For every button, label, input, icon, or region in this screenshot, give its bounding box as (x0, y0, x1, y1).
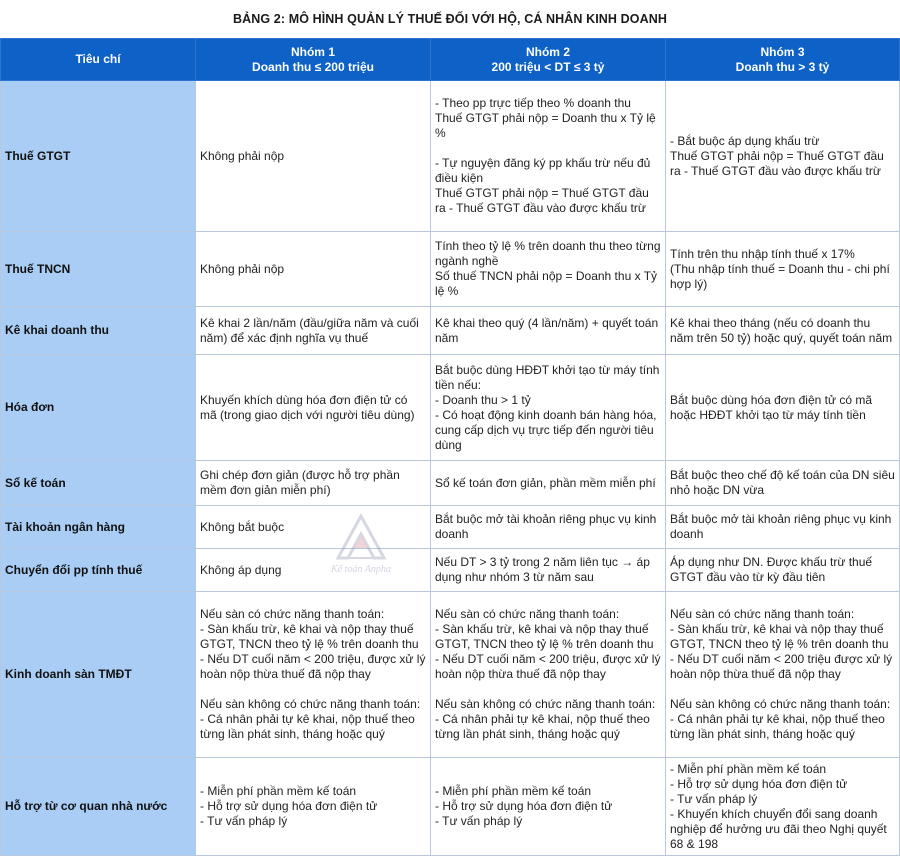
table-row (1, 506, 900, 549)
criterion-cell: Thuế GTGT (1, 81, 196, 232)
group-2-cell: Nếu sàn có chức năng thanh toán: - Sàn khấu trừ, kê khai và nộp thay thuế GTGT, TNCN theo tỷ lệ % trên doanh thu - Nếu DT cuối năm < 200 triệu, được xử lý hoàn nộp thừa thuế đã nộp thay Nếu sàn không có chức năng thanh toán: - Cá nhân phải tự kê khai, nộp thuế theo từng lần phát sinh, tháng hoặc quý (431, 592, 666, 758)
group-1-cell: Khuyến khích dùng hóa đơn điện tử có mã (trong giao dịch với người tiêu dùng) (196, 355, 431, 461)
header-sublabel: Doanh thu > 3 tỷ (735, 59, 830, 74)
header-label: Nhóm 3 (760, 44, 805, 59)
group-1-cell: Không áp dụng (196, 549, 431, 592)
group-1-cell: Không phải nộp (196, 81, 431, 232)
tax-model-table (0, 38, 900, 856)
group-3-cell: Áp dụng như DN. Được khấu trừ thuế GTGT đầu vào từ kỳ đầu tiên (666, 549, 900, 592)
group-3-cell: Bắt buộc mở tài khoản riêng phục vụ kinh doanh (666, 506, 900, 549)
group-2-cell: - Miễn phí phần mềm kế toán - Hỗ trợ sử dụng hóa đơn điện tử - Tư vấn pháp lý (431, 758, 666, 856)
group-2-cell: - Theo pp trực tiếp theo % doanh thu Thuế GTGT phải nộp = Doanh thu x Tỷ lệ % - Tự nguyện đăng ký pp khấu trừ nếu đủ điều kiện Thuế GTGT phải nộp = Thuế GTGT đầu ra - Thuế GTGT đầu vào được khấu trừ (431, 81, 666, 232)
table-row (1, 232, 900, 307)
header-row (1, 39, 900, 81)
page-title: BẢNG 2: MÔ HÌNH QUẢN LÝ THUẾ ĐỐI VỚI HỘ, CÁ NHÂN KINH DOANH (233, 12, 667, 26)
group-3-cell: - Bắt buộc áp dụng khấu trừ Thuế GTGT phải nộp = Thuế GTGT đầu ra - Thuế GTGT đầu vào được khấu trừ (666, 81, 900, 232)
group-2-cell: Nếu DT > 3 tỷ trong 2 năm liên tục → áp dụng như nhóm 3 từ năm sau (431, 549, 666, 592)
group-1-cell: Kê khai 2 lần/năm (đầu/giữa năm và cuối năm) để xác định nghĩa vụ thuế (196, 307, 431, 355)
group-2-cell: Bắt buộc mở tài khoản riêng phục vụ kinh doanh (431, 506, 666, 549)
header-label: Tiêu chí (75, 52, 121, 66)
group-1-cell: - Miễn phí phần mềm kế toán - Hỗ trợ sử dụng hóa đơn điện tử - Tư vấn pháp lý (196, 758, 431, 856)
group-3-cell: Nếu sàn có chức năng thanh toán: - Sàn khấu trừ, kê khai và nộp thay thuế GTGT, TNCN theo tỷ lệ % trên doanh thu - Nếu DT cuối năm < 200 triệu được xử lý hoàn nộp thừa thuế đã nộp thay Nếu sàn không có chức năng thanh toán: - Cá nhân phải tự kê khai, nộp thuế theo từng lần phát sinh, tháng hoặc quý (666, 592, 900, 758)
criterion-cell: Tài khoản ngân hàng (1, 506, 196, 549)
group-2-cell: Bắt buộc dùng HĐĐT khởi tạo từ máy tính tiền nếu: - Doanh thu > 1 tỷ - Có hoạt động kinh doanh bán hàng hóa, cung cấp dịch vụ trực tiếp đến người tiêu dùng (431, 355, 666, 461)
header-criterion (1, 39, 196, 81)
criterion-cell: Kê khai doanh thu (1, 307, 196, 355)
header-group-3 (666, 39, 900, 81)
group-3-cell: - Miễn phí phần mềm kế toán - Hỗ trợ sử dụng hóa đơn điện tử - Tư vấn pháp lý - Khuyến khích chuyển đổi sang doanh nghiệp để hưởng ưu đãi theo Nghị quyết 68 & 198 (666, 758, 900, 856)
criterion-cell: Sổ kế toán (1, 461, 196, 506)
header-group-1 (196, 39, 431, 81)
group-2-cell: Sổ kế toán đơn giản, phần mềm miễn phí (431, 461, 666, 506)
table-row (1, 549, 900, 592)
header-group-2 (431, 39, 666, 81)
group-1-cell: Không bắt buộc (196, 506, 431, 549)
group-3-cell: Bắt buộc theo chế độ kế toán của DN siêu nhỏ hoặc DN vừa (666, 461, 900, 506)
group-1-cell: Nếu sàn có chức năng thanh toán: - Sàn khấu trừ, kê khai và nộp thay thuế GTGT, TNCN theo tỷ lệ % trên doanh thu - Nếu DT cuối năm < 200 triệu, được xử lý hoàn nộp thừa thuế đã nộp thay Nếu sàn không có chức năng thanh toán: - Cá nhân phải tự kê khai, nộp thuế theo từng lần phát sinh, tháng hoặc quý (196, 592, 431, 758)
criterion-cell: Thuế TNCN (1, 232, 196, 307)
header-sublabel: Doanh thu ≤ 200 triệu (252, 59, 374, 74)
group-3-cell: Kê khai theo tháng (nếu có doanh thu năm trên 50 tỷ) hoặc quý, quyết toán năm (666, 307, 900, 355)
group-3-cell: Bắt buộc dùng hóa đơn điện tử có mã hoặc HĐĐT khởi tạo từ máy tính tiền (666, 355, 900, 461)
table-row (1, 758, 900, 856)
criterion-cell: Kinh doanh sàn TMĐT (1, 592, 196, 758)
criterion-cell: Hóa đơn (1, 355, 196, 461)
table-row (1, 592, 900, 758)
header-sublabel: 200 triệu < DT ≤ 3 tỷ (491, 59, 605, 74)
watermark-text: Kế toán Anpha (331, 564, 391, 575)
table-row (1, 461, 900, 506)
table-row (1, 355, 900, 461)
group-3-cell: Tính trên thu nhập tính thuế x 17% (Thu nhập tính thuế = Doanh thu - chi phí hợp lý) (666, 232, 900, 307)
criterion-cell: Chuyển đổi pp tính thuế (1, 549, 196, 592)
table-row (1, 307, 900, 355)
group-1-cell: Không phải nộp (196, 232, 431, 307)
criterion-cell: Hỗ trợ từ cơ quan nhà nước (1, 758, 196, 856)
group-2-cell: Kê khai theo quý (4 lần/năm) + quyết toán năm (431, 307, 666, 355)
header-label: Nhóm 1 (290, 44, 335, 59)
group-2-cell: Tính theo tỷ lệ % trên doanh thu theo từng ngành nghề Số thuế TNCN phải nộp = Doanh thu x Tỷ lệ % (431, 232, 666, 307)
group-1-cell: Ghi chép đơn giản (được hỗ trợ phần mềm đơn giản miễn phí) (196, 461, 431, 506)
header-label: Nhóm 2 (525, 44, 570, 59)
table-row (1, 81, 900, 232)
